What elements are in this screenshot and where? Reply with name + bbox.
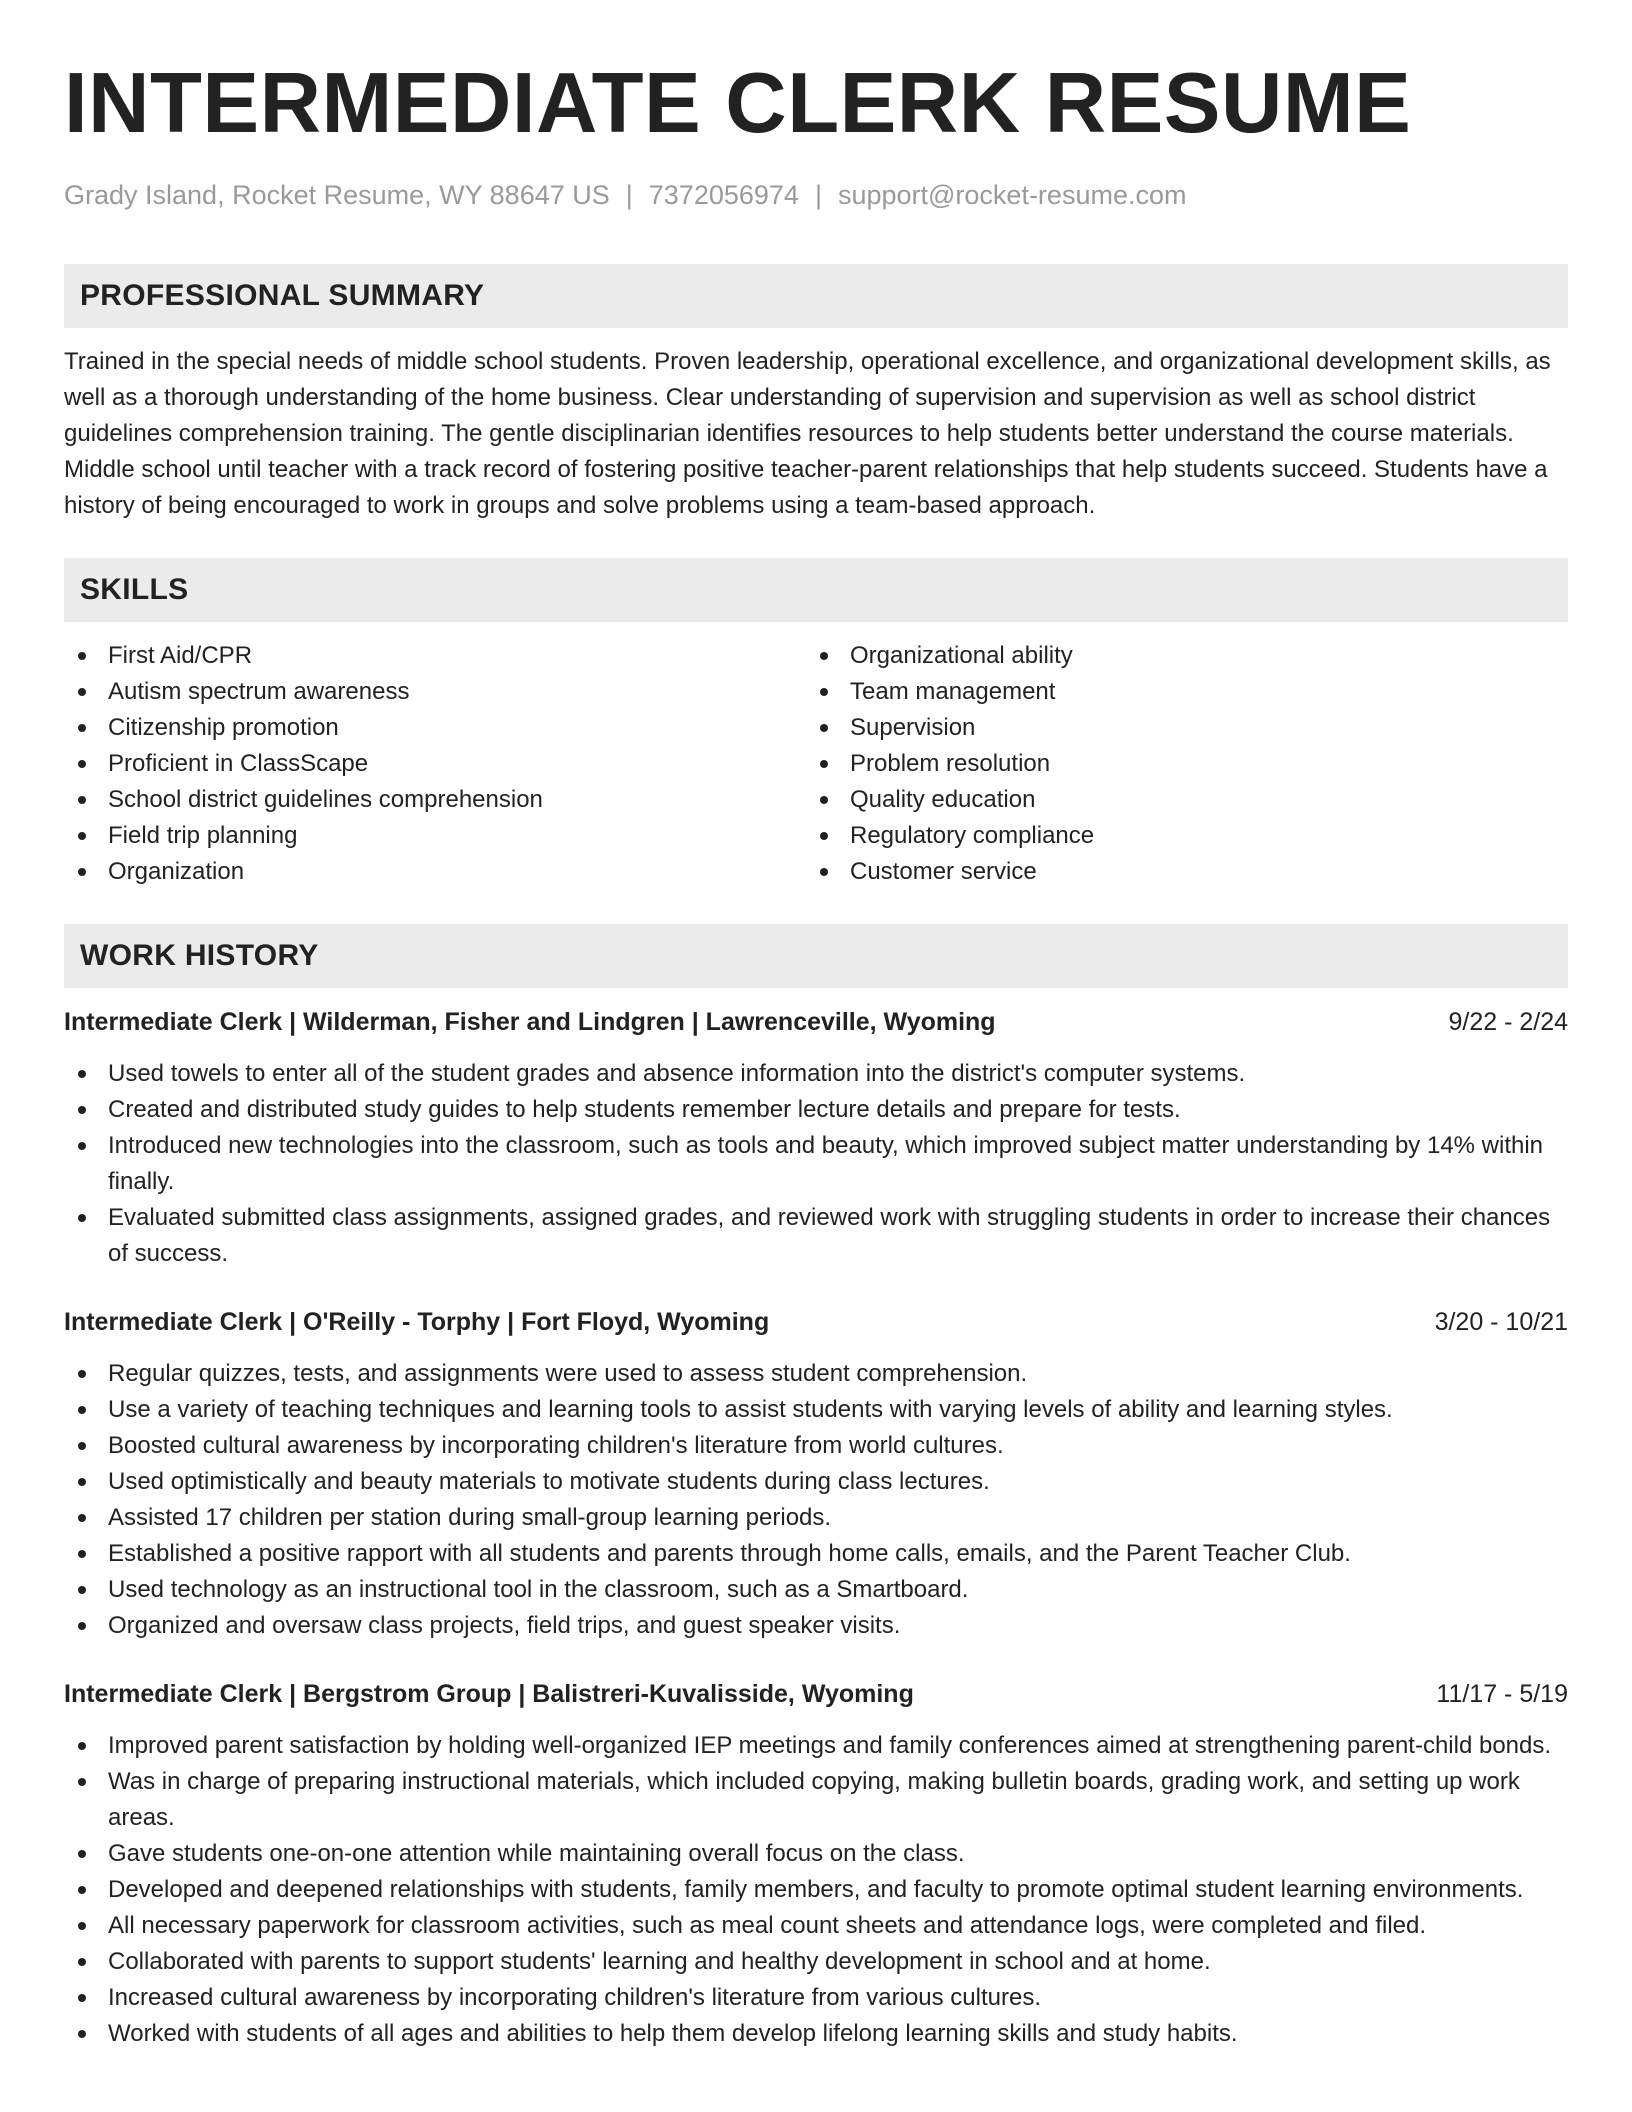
job-entry	[64, 1304, 1568, 1644]
job-entry	[64, 1676, 1568, 2052]
skill-item: First Aid/CPR	[64, 638, 806, 674]
job-title: Intermediate Clerk | O'Reilly - Torphy | Fort Floyd, Wyoming	[64, 1308, 770, 1336]
skill-item: Supervision	[806, 710, 1548, 746]
job-bullet: Evaluated submitted class assignments, assigned grades, and reviewed work with struggling students in order to increase their chances of success.	[64, 1200, 1568, 1272]
job-entry	[64, 1004, 1568, 1272]
skill-item: Proficient in ClassScape	[64, 746, 806, 782]
job-bullet: Boosted cultural awareness by incorporating children's literature from world cultures.	[64, 1428, 1568, 1464]
job-bullet: Use a variety of teaching techniques and learning tools to assist students with varying levels of ability and learning styles.	[64, 1392, 1568, 1428]
resume-title: INTERMEDIATE CLERK RESUME	[64, 56, 1412, 151]
job-bullet: Introduced new technologies into the classroom, such as tools and beauty, which improved subject matter understanding by 14% within finally.	[64, 1128, 1568, 1200]
contact-separator: |	[625, 180, 633, 210]
skills-list	[64, 638, 1568, 890]
job-bullet: Improved parent satisfaction by holding well-organized IEP meetings and family conferences aimed at strengthening parent-child bonds.	[64, 1728, 1568, 1764]
skill-item: Autism spectrum awareness	[64, 674, 806, 710]
job-header	[64, 1676, 1568, 1712]
contact-address: Grady Island, Rocket Resume, WY 88647 US	[64, 180, 610, 210]
skill-item: Quality education	[806, 782, 1548, 818]
contact-phone: 7372056974	[648, 180, 799, 210]
skill-item: Regulatory compliance	[806, 818, 1548, 854]
job-bullet: Increased cultural awareness by incorporating children's literature from various cultures.	[64, 1980, 1568, 2016]
contact-separator: |	[814, 180, 822, 210]
job-bullet: Established a positive rapport with all students and parents through home calls, emails, and the Parent Teacher Club.	[64, 1536, 1568, 1572]
job-title: Intermediate Clerk | Wilderman, Fisher and Lindgren | Lawrenceville, Wyoming	[64, 1008, 996, 1036]
skills-column-right	[806, 638, 1548, 890]
job-header	[64, 1304, 1568, 1340]
skill-item: Problem resolution	[806, 746, 1548, 782]
job-bullet: All necessary paperwork for classroom activities, such as meal count sheets and attendance logs, were completed and filed.	[64, 1908, 1568, 1944]
job-bullet: Gave students one-on-one attention while maintaining overall focus on the class.	[64, 1836, 1568, 1872]
skill-item: Organization	[64, 854, 806, 890]
job-bullet: Created and distributed study guides to help students remember lecture details and prepare for tests.	[64, 1092, 1568, 1128]
job-bullet: Was in charge of preparing instructional materials, which included copying, making bulletin boards, grading work, and setting up work areas.	[64, 1764, 1568, 1836]
section-heading-work-history: WORK HISTORY	[64, 924, 1568, 988]
job-header	[64, 1004, 1568, 1040]
job-title: Intermediate Clerk | Bergstrom Group | Balistreri-Kuvalisside, Wyoming	[64, 1680, 914, 1708]
job-dates: 9/22 - 2/24	[1448, 1008, 1568, 1036]
skill-item: Citizenship promotion	[64, 710, 806, 746]
job-dates: 3/20 - 10/21	[1434, 1308, 1568, 1336]
job-bullet: Worked with students of all ages and abilities to help them develop lifelong learning skills and study habits.	[64, 2016, 1568, 2052]
job-bullets	[64, 1356, 1568, 1644]
job-bullets	[64, 1056, 1568, 1272]
job-dates: 11/17 - 5/19	[1436, 1680, 1568, 1708]
skills-column-left	[64, 638, 806, 890]
summary-paragraph: Trained in the special needs of middle school students. Proven leadership, operational excellence, and organizational development skills, as well as a thorough understanding of the home business. Clear understanding of supervision and supervision as well as school district guidelines comprehension training. The gentle disciplinarian identifies resources to help students better understand the course materials. Middle school until teacher with a track record of fostering positive teacher-parent relationships that help students succeed. Students have a history of being encouraged to work in groups and solve problems using a team-based approach.	[64, 348, 1551, 519]
skill-item: Customer service	[806, 854, 1548, 890]
skill-item: School district guidelines comprehension	[64, 782, 806, 818]
section-heading-summary: PROFESSIONAL SUMMARY	[64, 264, 1568, 328]
job-bullet: Regular quizzes, tests, and assignments were used to assess student comprehension.	[64, 1356, 1568, 1392]
contact-email: support@rocket-resume.com	[837, 180, 1187, 210]
skill-item: Team management	[806, 674, 1548, 710]
job-bullet: Used towels to enter all of the student grades and absence information into the district's computer systems.	[64, 1056, 1568, 1092]
job-bullet: Collaborated with parents to support students' learning and healthy development in school and at home.	[64, 1944, 1568, 1980]
job-bullet: Used optimistically and beauty materials to motivate students during class lectures.	[64, 1464, 1568, 1500]
section-heading-skills: SKILLS	[64, 558, 1568, 622]
job-bullet: Organized and oversaw class projects, field trips, and guest speaker visits.	[64, 1608, 1568, 1644]
job-bullet: Used technology as an instructional tool in the classroom, such as a Smartboard.	[64, 1572, 1568, 1608]
skill-item: Field trip planning	[64, 818, 806, 854]
job-bullet: Developed and deepened relationships with students, family members, and faculty to promote optimal student learning environments.	[64, 1872, 1568, 1908]
skill-item: Organizational ability	[806, 638, 1548, 674]
job-bullets	[64, 1728, 1568, 2052]
contact-line	[64, 178, 1568, 212]
job-bullet: Assisted 17 children per station during small-group learning periods.	[64, 1500, 1568, 1536]
